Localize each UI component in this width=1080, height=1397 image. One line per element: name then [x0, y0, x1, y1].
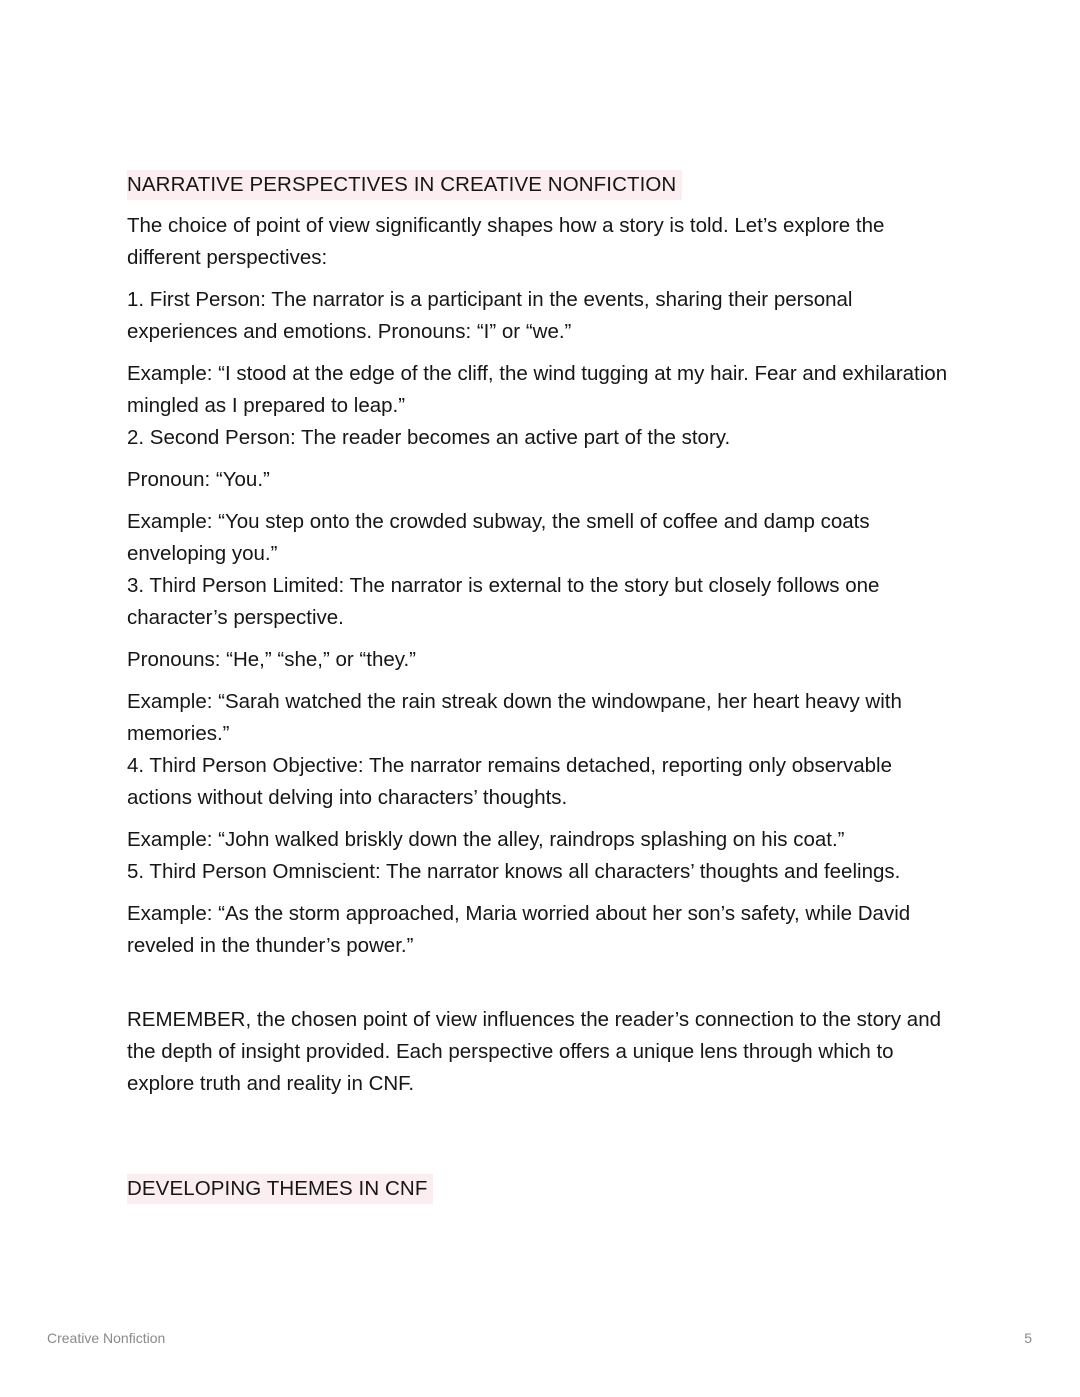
- section-heading-wrap: [127, 170, 957, 200]
- third-person-omniscient-definition: 5. Third Person Omniscient: The narrator knows all characters’ thoughts and feelings.: [127, 860, 901, 883]
- second-person-definition: 2. Second Person: The reader becomes an active part of the story.: [127, 426, 731, 449]
- third-person-objective-definition: 4. Third Person Objective: The narrator remains detached, reporting only observable actions without delving into characters’ thoughts.: [127, 754, 892, 809]
- section-heading-wrap: [127, 1174, 957, 1204]
- second-person-pronouns: Pronoun: “You.”: [127, 468, 270, 491]
- page-content: [127, 170, 957, 1204]
- third-person-limited-pronouns: Pronouns: “He,” “she,” or “they.”: [127, 648, 416, 671]
- intro-paragraph: The choice of point of view significantly shapes how a story is told. Let’s explore the different perspectives:: [127, 214, 885, 269]
- third-person-omniscient-example: Example: “As the storm approached, Maria worried about her son’s safety, while David reveled in the thunder’s power.”: [127, 902, 911, 957]
- footer-document-title: Creative Nonfiction: [47, 1330, 166, 1346]
- first-person-definition: 1. First Person: The narrator is a participant in the events, sharing their personal experiences and emotions. Pronouns: “I” or “we.”: [127, 288, 853, 343]
- first-person-example: Example: “I stood at the edge of the cliff, the wind tugging at my hair. Fear and exhilaration mingled as I prepared to leap.”: [127, 362, 948, 417]
- second-person-example: Example: “You step onto the crowded subway, the smell of coffee and damp coats enveloping you.”: [127, 510, 870, 565]
- third-person-limited-definition: 3. Third Person Limited: The narrator is external to the story but closely follows one character’s perspective.: [127, 574, 880, 629]
- remember-paragraph: REMEMBER, the chosen point of view influences the reader’s connection to the story and the depth of insight provided. Each perspective offers a unique lens through which to explore truth and reality in CNF.: [127, 1008, 941, 1095]
- section-heading-narrative-perspectives: NARRATIVE PERSPECTIVES IN CREATIVE NONFICTION: [127, 170, 682, 200]
- section-heading-developing-themes: DEVELOPING THEMES IN CNF: [127, 1174, 433, 1204]
- third-person-limited-example: Example: “Sarah watched the rain streak down the windowpane, her heart heavy with memories.”: [127, 690, 902, 745]
- footer-page-number: 5: [1024, 1330, 1032, 1346]
- third-person-objective-example: Example: “John walked briskly down the alley, raindrops splashing on his coat.”: [127, 828, 845, 851]
